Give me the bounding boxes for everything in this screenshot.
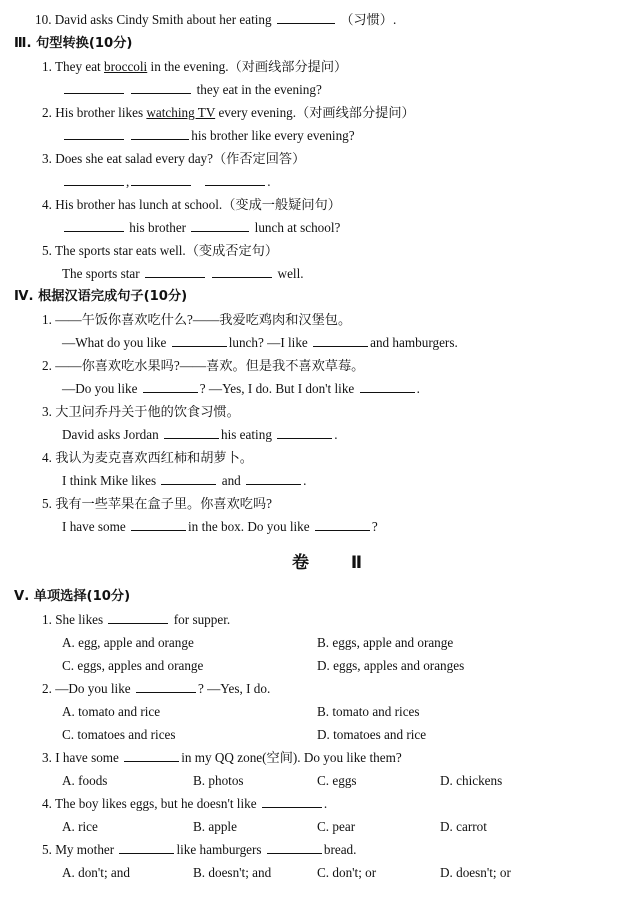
choice-d[interactable]: D. doesn't; or [440, 865, 511, 880]
answer-blank[interactable] [246, 472, 301, 485]
s5-q4: 4. The boy likes eggs, but he doesn't like . [42, 796, 328, 811]
answer-blank[interactable] [131, 127, 189, 140]
s4-q2-english: —Do you like ? —Yes, I do. But I don't like . [62, 381, 420, 396]
s5-q3: 3. I have some in my QQ zone(空间). Do you like them? [42, 750, 402, 765]
underlined-part: broccoli [104, 59, 148, 74]
section-4-title: Ⅳ. 根据汉语完成句子(10分) [14, 289, 188, 304]
choice-c[interactable]: C. eggs, apples and orange [62, 658, 204, 673]
choice-b[interactable]: B. tomato and rices [317, 704, 420, 719]
answer-blank[interactable] [119, 841, 174, 854]
answer-blank[interactable] [164, 426, 219, 439]
answer-blank[interactable] [205, 173, 265, 186]
answer-blank[interactable] [136, 680, 196, 693]
s3-q4-answer: his brother lunch at school? [62, 219, 340, 237]
answer-blank[interactable] [124, 749, 179, 762]
s4-q4-chinese: 4. 我认为麦克喜欢西红柿和胡萝卜。 [42, 450, 253, 465]
volume-2-heading: 卷 Ⅱ [292, 553, 381, 573]
choice-d[interactable]: D. carrot [440, 819, 487, 834]
question-10 [35, 11, 396, 29]
choice-a[interactable]: A. don't; and [62, 865, 130, 880]
choice-c[interactable]: C. don't; or [317, 865, 377, 880]
s3-q4: 4. His brother has lunch at school.（变成一般疑问句） [42, 197, 341, 212]
answer-blank[interactable] [64, 127, 124, 140]
answer-blank[interactable] [145, 265, 205, 278]
s3-q5: 5. The sports star eats well.（变成否定句） [42, 243, 279, 258]
choice-a[interactable]: A. foods [62, 773, 108, 788]
s4-q1-chinese: 1. ——午饭你喜欢吃什么?——我爱吃鸡肉和汉堡包。 [42, 312, 352, 327]
choice-a[interactable]: A. egg, apple and orange [62, 635, 194, 650]
choice-b[interactable]: B. photos [193, 773, 244, 788]
s3-q2: 2. His brother likes watching TV every evening.（对画线部分提问） [42, 105, 415, 120]
s3-q3: 3. Does she eat salad every day?（作否定回答） [42, 151, 306, 166]
answer-blank[interactable] [161, 472, 216, 485]
answer-blank[interactable] [212, 265, 272, 278]
s3-q2-answer: his brother like every evening? [62, 127, 355, 145]
answer-blank[interactable] [108, 611, 168, 624]
choice-a[interactable]: A. rice [62, 819, 98, 834]
s5-q1: 1. She likes for supper. [42, 612, 231, 627]
choice-d[interactable]: D. eggs, apples and oranges [317, 658, 465, 673]
choice-b[interactable]: B. doesn't; and [193, 865, 272, 880]
s3-q1: 1. They eat broccoli in the evening.（对画线部分提问） [42, 59, 348, 74]
s4-q5-english: I have some in the box. Do you like ? [62, 519, 378, 534]
choice-c[interactable]: C. eggs [317, 773, 357, 788]
choice-c[interactable]: C. tomatoes and rices [62, 727, 176, 742]
answer-blank[interactable] [143, 380, 198, 393]
choice-b[interactable]: B. eggs, apple and orange [317, 635, 454, 650]
answer-blank[interactable] [64, 81, 124, 94]
answer-blank[interactable] [313, 334, 368, 347]
answer-blank[interactable] [191, 219, 249, 232]
answer-blank[interactable] [277, 11, 335, 24]
s5-q5: 5. My mother like hamburgers bread. [42, 842, 357, 857]
s5-q2: 2. —Do you like ? —Yes, I do. [42, 681, 271, 696]
s3-q3-answer: , . [62, 173, 270, 191]
s4-q2-chinese: 2. ——你喜欢吃水果吗?——喜欢。但是我不喜欢草莓。 [42, 358, 365, 373]
s4-q1-english: —What do you like lunch? —I like and hamburgers. [62, 335, 458, 350]
choice-d[interactable]: D. chickens [440, 773, 503, 788]
s4-q4-english: I think Mike likes and . [62, 473, 307, 488]
s4-q3-english: David asks Jordan his eating . [62, 427, 338, 442]
s3-q5-answer: The sports star well. [62, 266, 304, 281]
answer-blank[interactable] [131, 173, 191, 186]
q10-hint: （习惯）. [340, 12, 397, 27]
choice-a[interactable]: A. tomato and rice [62, 704, 161, 719]
answer-blank[interactable] [131, 518, 186, 531]
section-3-title: Ⅲ. 句型转换(10分) [14, 36, 133, 51]
answer-blank[interactable] [360, 380, 415, 393]
underlined-part: watching TV [146, 105, 216, 120]
choice-b[interactable]: B. apple [193, 819, 237, 834]
answer-blank[interactable] [64, 219, 124, 232]
s4-q3-chinese: 3. 大卫问乔丹关于他的饮食习惯。 [42, 404, 240, 419]
choice-c[interactable]: C. pear [317, 819, 356, 834]
s3-q1-answer: they eat in the evening? [62, 81, 322, 99]
answer-blank[interactable] [315, 518, 370, 531]
section-5-title: Ⅴ. 单项选择(10分) [14, 589, 131, 604]
answer-blank[interactable] [262, 795, 322, 808]
s4-q5-chinese: 5. 我有一些苹果在盒子里。你喜欢吃吗? [42, 496, 273, 511]
answer-blank[interactable] [64, 173, 124, 186]
answer-blank[interactable] [277, 426, 332, 439]
answer-blank[interactable] [172, 334, 227, 347]
answer-blank[interactable] [267, 841, 322, 854]
choice-d[interactable]: D. tomatoes and rice [317, 727, 427, 742]
q10-text: 10. David asks Cindy Smith about her eating [35, 12, 272, 27]
answer-blank[interactable] [131, 81, 191, 94]
